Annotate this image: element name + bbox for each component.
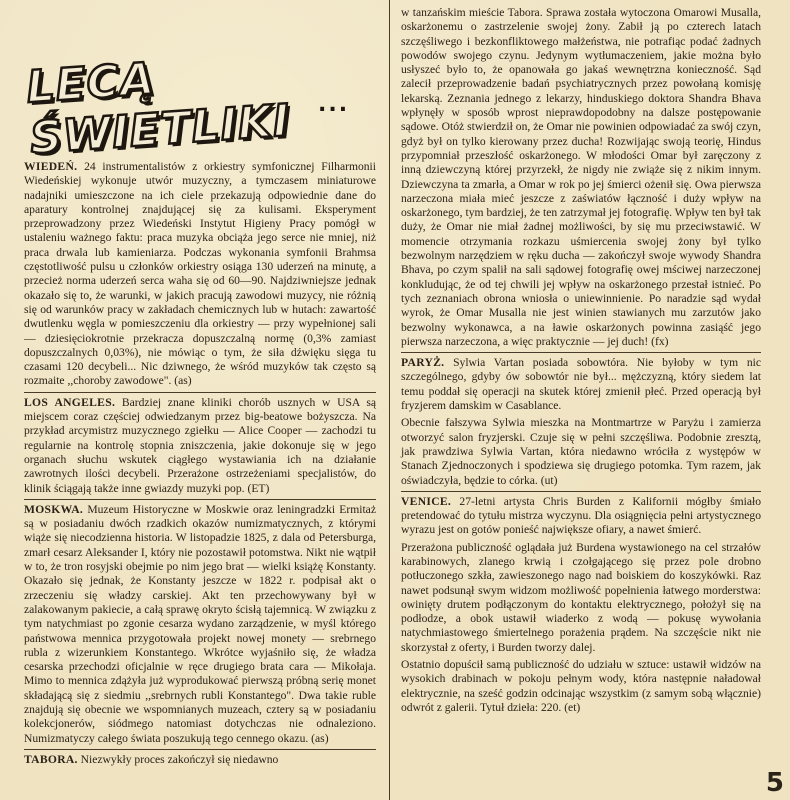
article-tabora-start — [24, 753, 376, 767]
article-paryz — [401, 356, 761, 413]
article-body: 27-letni artysta Chris Burden z Kalifornii mógłby śmiało pretendować do tytułu mistrza wyczynu. Dla osiągnięcia pełni artystycznego wyrazu jest on gotów ponieść największe ofiary, a nawet śmierć. — [401, 494, 761, 537]
article-body: Obecnie fałszywa Sylwia mieszka na Montmartrze w Paryżu i zamierza otworzyć salon fryzjerski. Czuje się w pełni szczęśliwa. Podobnie zresztą, jak prawdziwa Sylwia Vartan, która niedawno wróciła z występów w Stanach Zjednoczonych i spodziewa się drugiego potomka. Tym razem, jak oświadczyła, będzie to córka. — [401, 416, 761, 487]
article-body: Przerażona publiczność oglądała już Burdena wystawionego na cel strzałów karabinowych, zlanego krwią i czołgającego się przez pole drobno potłuczonego szkła, zawieszonego nago nad boiskiem do koszykówki. Raz nawet podsunął swym widzom możliwość popełnienia łatwego morderstwa: owinięty drutem podłączonym do kontaktu elektrycznego, położył się na podłodze, a obok ustawił wiaderko z wodą — pokusę wywołania natychmiastowego śmiertelnego porażenia prądem. Na szczęście nikt nie skorzystał z oferty, i Burden tworzy dalej. — [401, 540, 761, 654]
column-divider — [389, 0, 390, 800]
article-separator — [24, 499, 376, 500]
article-credit: (ut) — [540, 473, 558, 487]
article-separator — [401, 352, 761, 353]
page-number: 5 — [765, 768, 784, 798]
article-dateline: VENICE. — [401, 494, 452, 508]
article-credit: (et) — [564, 700, 581, 714]
article-dateline: TABORA. — [24, 752, 78, 766]
article-dateline: PARYŻ. — [401, 356, 445, 370]
article-moskwa — [24, 503, 376, 746]
article-credit: (as) — [174, 374, 192, 388]
article-venice-ending — [401, 658, 761, 715]
right-column — [401, 6, 761, 718]
article-credit: (fx) — [651, 334, 669, 348]
column-title: LECĄ ŚWIETLIKI — [24, 53, 292, 165]
article-body: Ostatnio dopuścił samą publiczność do udziału w sztuce: ustawił widzów na wysokich drabinach w pokoju pełnym wody, która następnie naładował elektrycznie, na sześć godzin odcinając wszystkim (z samym sobą włącznie) odwrót z galerii. Tytuł dzieła: 220. — [401, 658, 761, 714]
article-separator — [401, 491, 761, 492]
article-body: Sylwia Vartan posiada sobowtóra. Nie byłoby w tym nic szczególnego, gdyby ów sobowtór nie był... mężczyzną, który siedem lat temu poddał się operacji na skutek której zmienił płeć. Przed operacją był fryzjerem damskim w Casablance. — [401, 356, 761, 413]
column-title-block — [18, 40, 380, 165]
article-separator — [24, 749, 376, 750]
article-venice-continued — [401, 541, 761, 655]
article-dateline: WIEDEŃ. — [24, 160, 78, 173]
article-dateline: LOS ANGELES. — [24, 395, 116, 409]
article-body: w tanzańskim mieście Tabora. Sprawa została wytoczona Omarowi Musalla, oskarżonemu o zastrzelenie swojej żony. Zabił ją po czterech latach szczęśliwego i bezkonfliktowego małżeństwa, nie potrafiąc podać żadnych powodów swojego czynu. Jedynym wytłumaczeniem, jakie można było usłyszeć było to, że opanowała go jakaś wewnętrzna konieczność. Sąd zalecił przeprowadzenie badań psychiatrycznych przez powołaną komisję lekarską. Zeznania jednego z lekarzy, hinduskiego doktora Shandra Bhava wpłynęły w sposób wprost nieprawdopodobny na dalsze postępowanie sądowe. Otóż stwierdził on, że Omar nie powinien odpowiadać za swój czyn, gdyż był on tylko kierowany przez ducha! Rozwijając swoją teorię, Hindus przypomniał przeszłość oskarżonego. W młodości Omar był zaręczony z inną dziewczyną której przyrzekł, że nigdy nie zwiąże się z nikim innym. Dziewczyna ta zmarła, a Omar w rok po jej śmierci ożenił się. Owa pierwsza narzeczona miała mieć jeszcze z zaświatów łączność i duży wpływ na oskarżonego, tym bardziej, że ten zatrzymał jej fotografię. Wpływ ten był tak duży, że Omar nie miał żadnej możliwości, by się mu przeciwstawić. W momencie otrzymania rozkazu uśmiercenia swojej żony był tylko bezwolnym narzędziem w ręku ducha — zakończył swoje wywody Shandra Bhava, po czym spalił na sali sądowej fotografię owej mściwej narzeczonej konkludując, że od tej chwili jej wpływ na oskarżonego przestał istnieć. Po tych zeznaniach obrona wniosła o uniewinnienie. Po naradzie sąd wydał wyrok, że Omar Musalla nie jest winien stawianych mu zarzutów jako bezwolny wykonawca, a na ławie oskarżonych powinna zasiąść jego pierwsza narzeczona, a więc praktycznie — jej duch! — [401, 6, 761, 348]
article-tabora-continued — [401, 6, 761, 349]
article-body: 24 instrumentalistów z orkiestry symfonicznej Filharmonii Wiedeńskiej wykonuje utwór muzyczny, a tymczasem miniaturowe nadajniki umieszczone na ich ciele przekazują odpowiednie dane do aparatury kontrolnej znajdującej się za kulisami. Eksperyment przeprowadzony przez Wiedeński Instytut Higieny Pracy pomógł w ustaleniu ważnego faktu: praca muzyka obciąża jego serce nie mniej, niż praca drwala lub kamieniarza. Podczas wykonania symfonii Brahmsa częstotliwość pulsu u członków orkiestry osiąga 130 uderzeń na minutę, a przecież norma uderzeń serca waha się od 60—90. Najdziwniejsze jednak okazało się to, że warunki, w jakich pracują zawodowi muzycy, nie różnią się od warunków pracy w zakładach chemicznych lub w hutach: zawartość dwutlenku węgla w pomieszczeniu dla orkiestry — przy wypełnionej sali — dziesięciokrotnie przekracza dopuszczalną normę (0,3% zamiast dopuszczalnych 0,03%), nie mówiąc o tym, że siła dźwięku sięga tu czasami 120 decybeli... Nic dziwnego, że wśród muzyków tak często są rozmaite ,,choroby zawodowe". — [24, 160, 377, 388]
article-credit: (ET) — [247, 481, 270, 495]
article-venice — [401, 495, 761, 538]
article-separator — [24, 392, 376, 393]
article-wieden — [24, 160, 376, 389]
left-column — [24, 160, 376, 770]
article-body: Muzeum Historyczne w Moskwie oraz leningradzki Ermitaż są w posiadaniu dwóch rzadkich okazów numizmatycznych, z którymi wiąże się niecodzienna historia. W listopadzie 1825, z dala od Petersburga, zmarł cesarz Aleksander I, który nie pozostawił potomstwa. Nikt nie wątpił w to, że tron rosyjski obejmie po nim jego brat — wielki książę Konstanty. Okazało się jednak, że Konstanty jeszcze w 1822 r. podpisał akt o zrzeczeniu się władzy carskiej. Akt ten przechowywany był w zalakowanym pakiecie, a całą sprawę okryto ścisłą tajemnicą. W związku z tym natychmiast po zgonie cesarza wydano zarządzenie, w myśl którego państwowa mennica przygotowała projekt nowej monety — srebrnego rubla z wizerunkiem Konstantego. Wkrótce wyjaśniło się, że władza cesarska przechodzi oficjalnie w ręce drugiego brata cara — Mikołaja. Mimo to mennica zdążyła już wyprodukować pierwszą próbną serię monet składającą się z siedmiu ,,srebrnych rubli Konstantego". Dwa takie ruble znajdują się obecnie we wspomnianych muzeach, cztery są w posiadaniu kolekcjonerów, siódmego natomiast dotychczas nie odnaleziono. Numizmatyczy całego świata poszukują tego cennego okazu. — [24, 502, 376, 745]
article-body: Bardziej znane kliniki chorób usznych w USA są miejscem coraz częściej odwiedzanym przez big-beatowe bożyszcza. Na przykład arcymistrz muzycznego zgiełku — Alice Cooper — zachodzi tu regularnie na kontrolę stopnia zniszczenia, jakie dokonuje się w jego organach słuchu wskutek ciągłego wystawiania ich na działanie zawrotnych ilości decybeli. Przerażone ostrzeżeniami specjalistów, do klinik ściągają także inne gwiazdy muzyki pop. — [24, 395, 376, 495]
article-body: Niezwykły proces zakończył się niedawno — [80, 752, 279, 766]
article-dateline: MOSKWA. — [24, 502, 84, 516]
article-paryz-continued — [401, 416, 761, 487]
article-los-angeles — [24, 396, 376, 496]
column-title-dots: ... — [318, 92, 350, 117]
article-credit: (as) — [311, 731, 329, 745]
